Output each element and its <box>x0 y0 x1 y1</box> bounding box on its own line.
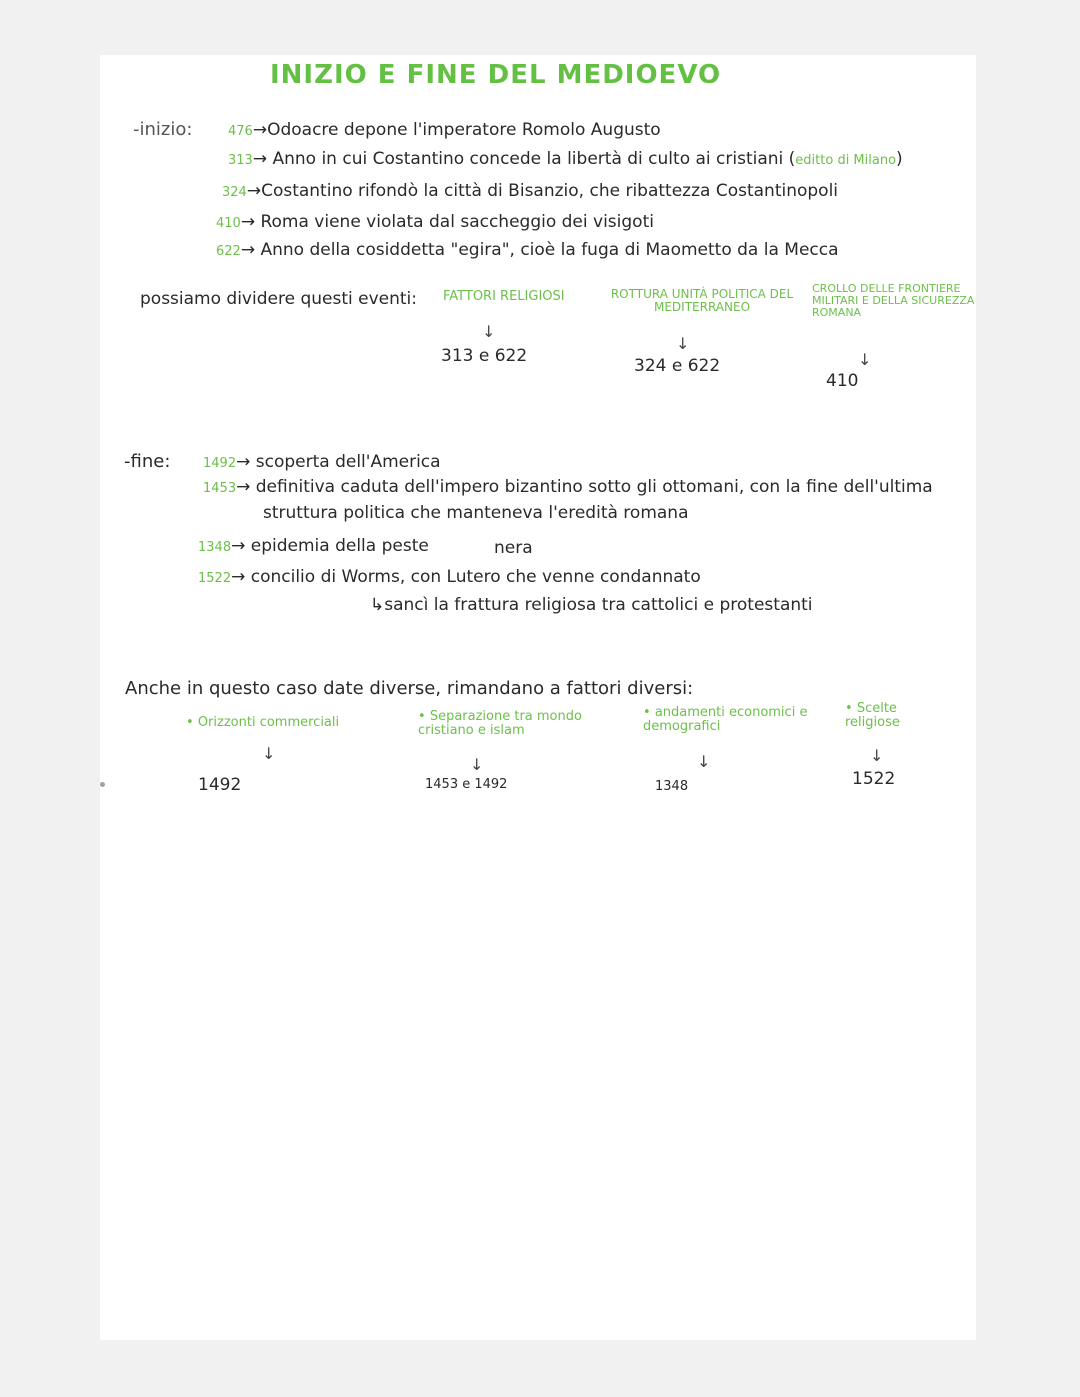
start-event-1 <box>228 121 661 140</box>
end-event-3-continued: nera <box>494 538 533 558</box>
category-military-years: 410 <box>826 371 859 391</box>
event-note: editto di Milano <box>795 153 897 168</box>
arrow-down-icon: ↓ <box>870 746 884 765</box>
event-text: → definitiva caduta dell'impero bizantino sotto gli ottomani, con la fine dell'ultima <box>236 477 933 497</box>
category-religious-choices-years: 1522 <box>852 769 896 789</box>
arrow-down-icon: ↓ <box>262 744 276 763</box>
category-political: ROTTURA UNITÀ POLITICA DEL MEDITERRANEO <box>610 287 794 315</box>
event-year: 324 <box>222 185 247 200</box>
category-trade: • Orizzonti commerciali <box>186 715 340 730</box>
event-text: → Anno della cosiddetta "egira", cioè la fuga di Maometto da la Mecca <box>240 240 839 260</box>
category-trade-years: 1492 <box>198 775 242 795</box>
category-religious-years: 313 e 622 <box>441 346 528 366</box>
event-year: 476 <box>228 124 253 139</box>
start-event-2 <box>228 150 903 169</box>
start-label: -inizio: <box>133 119 193 140</box>
start-event-5 <box>216 241 839 260</box>
category-economic-years: 1348 <box>655 779 689 794</box>
event-year: 1492 <box>203 456 237 471</box>
end-event-4-sub: ↳sancì la frattura religiosa tra cattolici e protestanti <box>370 595 813 615</box>
page-title: INIZIO E FINE DEL MEDIOEVO <box>270 60 722 90</box>
category-trade-label: Orizzonti commerciali <box>197 715 340 730</box>
event-year: 1522 <box>198 571 232 586</box>
event-note-close: ) <box>896 149 903 169</box>
category-military: CROLLO DELLE FRONTIERE MILITARI E DELLA SICUREZZA ROMANA <box>812 282 975 320</box>
divide-intro: possiamo dividere questi eventi: <box>140 289 417 309</box>
event-text: → scoperta dell'America <box>236 452 441 472</box>
margin-dot <box>100 782 105 787</box>
arrow-down-icon: ↓ <box>676 334 690 353</box>
start-event-4 <box>216 213 654 232</box>
summary-line: Anche in questo caso date diverse, rimandano a fattori diversi: <box>125 678 694 699</box>
category-separation: • Separazione tra mondo cristiano e islam <box>418 709 582 739</box>
event-year: 1348 <box>198 540 232 555</box>
category-religious-choices-label: Scelte religiose <box>845 701 900 731</box>
event-year: 313 <box>228 153 253 168</box>
end-event-3 <box>198 537 429 556</box>
category-separation-years: 1453 e 1492 <box>425 777 508 792</box>
category-religious-choices: • Scelte religiose <box>845 701 900 731</box>
category-religious: FATTORI RELIGIOSI <box>443 289 565 304</box>
end-event-2 <box>203 478 933 497</box>
end-event-2-continued: struttura politica che manteneva l'eredità romana <box>263 503 689 523</box>
start-event-3 <box>222 182 838 201</box>
event-text: → Anno in cui Costantino concede la libertà di culto ai cristiani ( <box>252 149 796 169</box>
end-event-1 <box>203 453 441 472</box>
end-event-4 <box>198 568 701 587</box>
event-text: →Costantino rifondò la città di Bisanzio, che ribattezza Costantinopoli <box>246 181 839 201</box>
category-separation-label: Separazione tra mondo cristiano e islam <box>418 709 582 739</box>
event-text: → concilio di Worms, con Lutero che venne condannato <box>231 567 701 587</box>
event-text: → Roma viene violata dal saccheggio dei visigoti <box>240 212 654 232</box>
event-text: → epidemia della peste <box>231 536 429 556</box>
arrow-down-icon: ↓ <box>470 755 484 774</box>
arrow-down-icon: ↓ <box>482 322 496 341</box>
arrow-down-icon: ↓ <box>697 752 711 771</box>
event-text: →Odoacre depone l'imperatore Romolo Augusto <box>252 120 661 140</box>
event-year: 1453 <box>203 481 237 496</box>
event-year: 410 <box>216 216 241 231</box>
category-economic-label: andamenti economici e demografici <box>643 705 808 735</box>
category-economic: • andamenti economici e demografici <box>643 705 808 735</box>
event-year: 622 <box>216 244 241 259</box>
end-label: -fine: <box>124 451 171 472</box>
arrow-down-icon: ↓ <box>858 350 872 369</box>
category-political-years: 324 e 622 <box>634 356 721 376</box>
